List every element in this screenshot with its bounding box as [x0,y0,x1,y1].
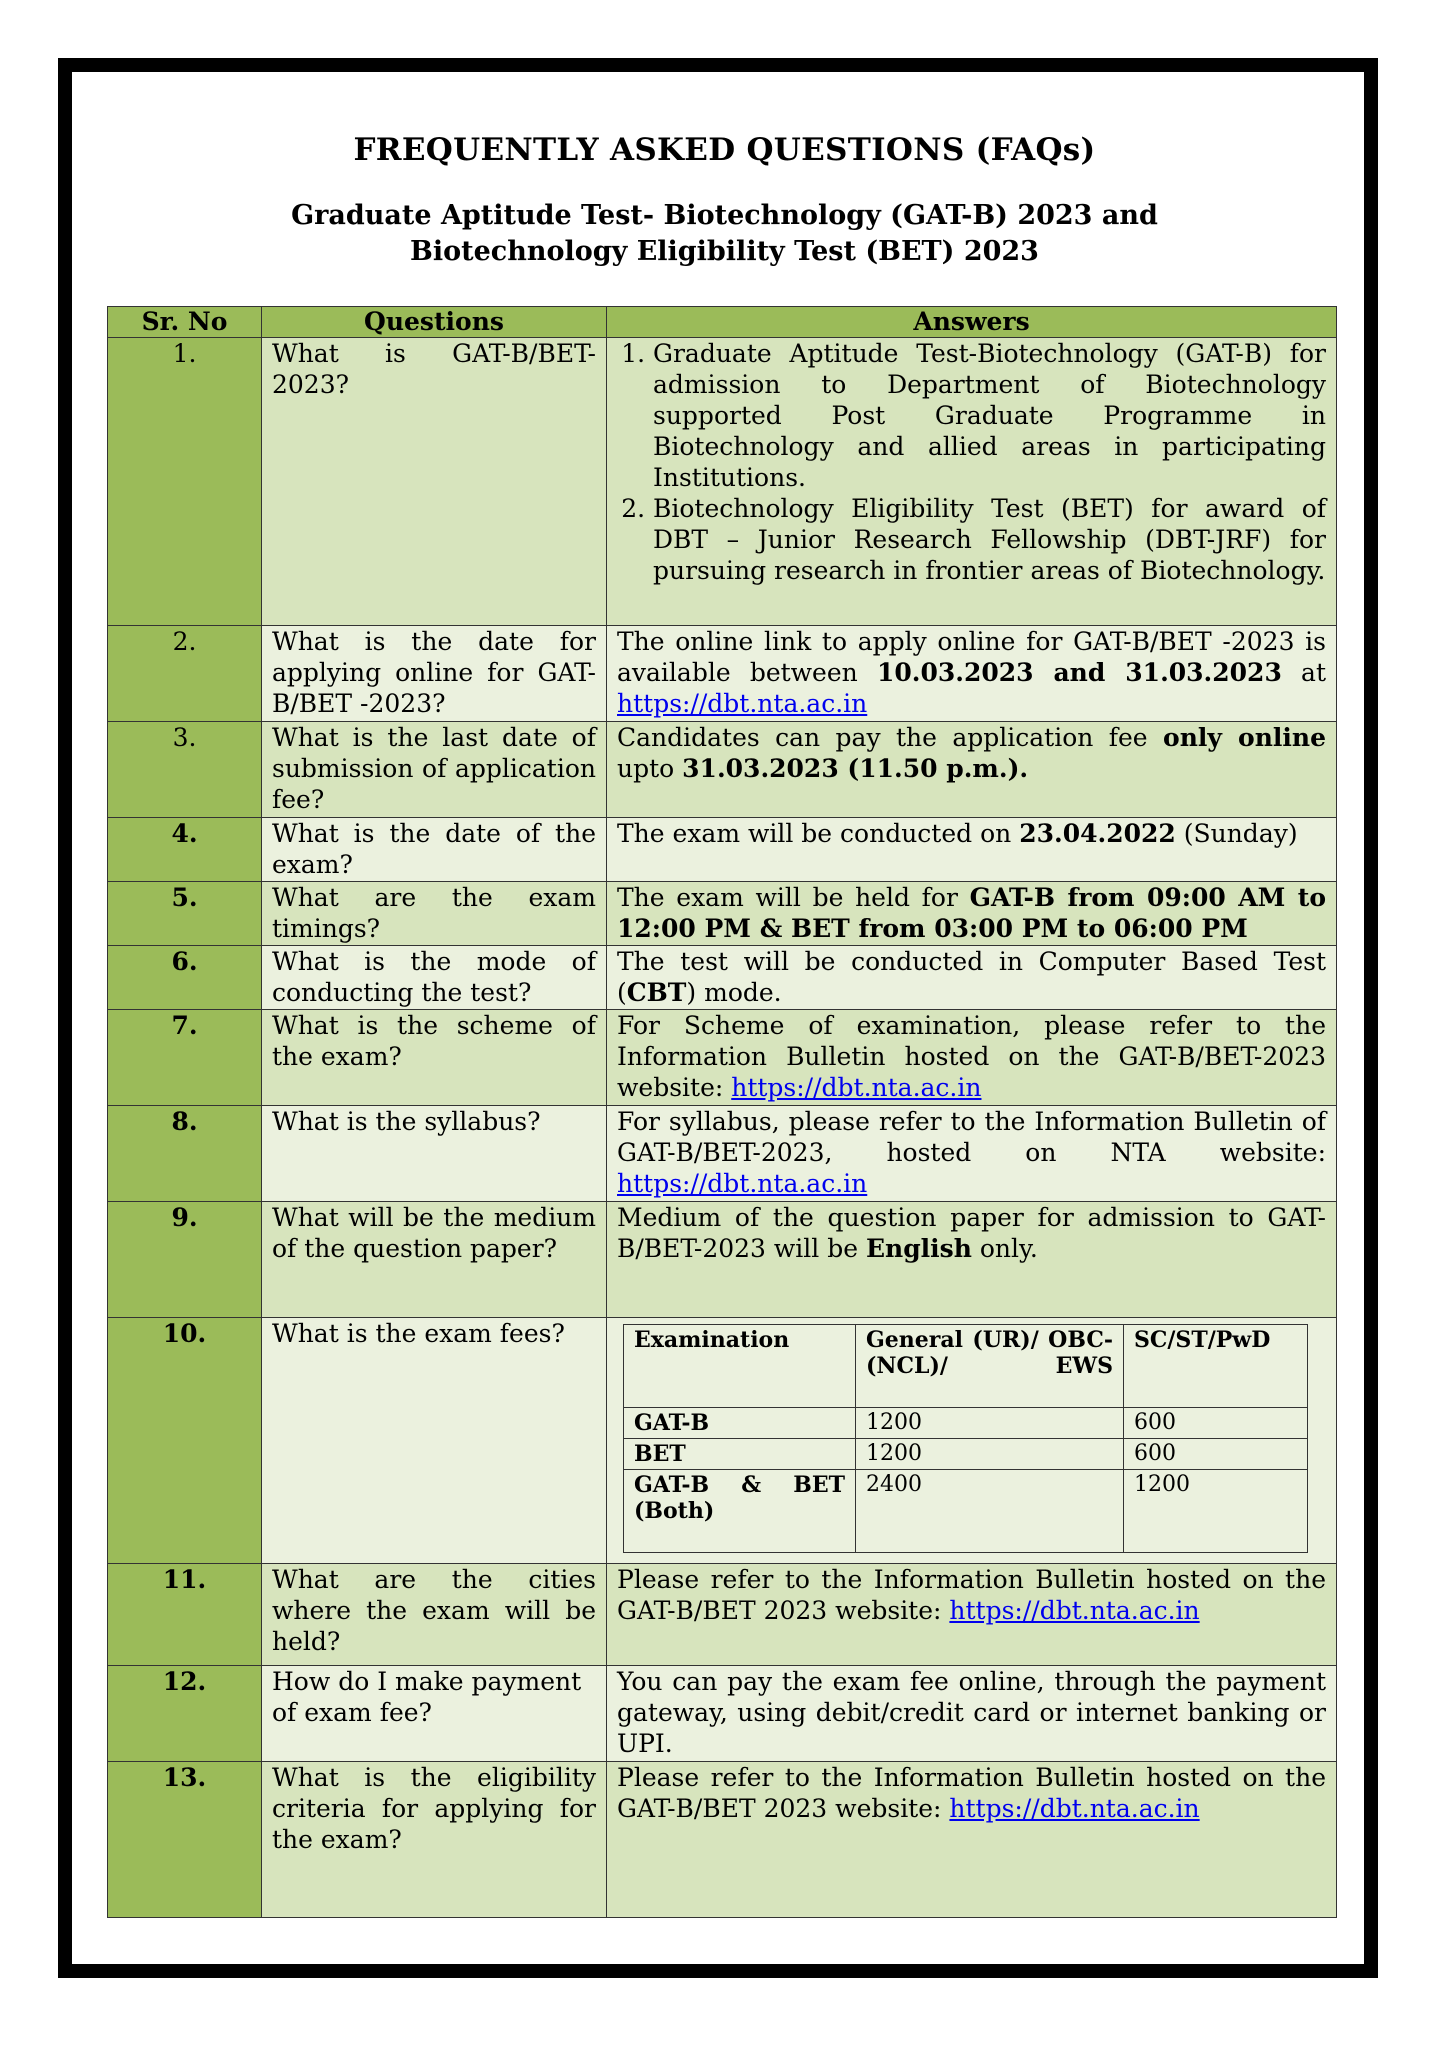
answer-bold-text: 31.03.2023 (11.50 p.m.). [682,754,1029,783]
question-text: How do I make payment of exam fee? [262,1666,607,1762]
answer-text: Medium of the question paper for admission to GAT-B/BET-2023 will be [617,1203,1326,1263]
nta-website-link[interactable]: https://dbt.nta.ac.in [949,1596,1200,1625]
answer-text: For syllabus, please refer to the Information Bulletin of GAT-B/BET-2023, hosted on NTA website: [617,1107,1326,1167]
answer-cell [607,626,1337,722]
answer-text: The exam will be conducted on [617,819,1020,848]
fees-header-general: General (UR)/ OBC-(NCL)/ EWS [856,1325,1124,1408]
subtitle-line-1: Graduate Aptitude Test- Biotechnology (GAT-B) 2023 and [291,200,1158,231]
page-subtitle [0,198,1449,270]
faq-row-11 [108,1564,1337,1666]
header-answers: Answers [607,307,1337,338]
answer-cell [607,946,1337,1010]
question-text: What is GAT-B/BET-2023? [262,338,607,626]
sr-number: 1. [108,338,262,626]
fees-general-amount: 1200 [856,1408,1124,1439]
answer-cell [607,1762,1337,1918]
question-text: What are the exam timings? [262,882,607,946]
faq-row-9 [108,1202,1337,1318]
faq-row-10 [108,1318,1337,1564]
answer-list-item: 1. Graduate Aptitude Test-Biotechnology (GAT-B) for admission to Department of Biotechnology supported Post Graduate Programme in Biotechnology and allied areas in participating Institutions. [653,338,1326,493]
question-text: What is the exam fees? [262,1318,607,1564]
answer-cell [607,818,1337,882]
sr-number: 7. [108,1010,262,1106]
faq-row-12 [108,1666,1337,1762]
fees-header-examination: Examination [624,1325,856,1408]
answer-bold-text: English [865,1234,972,1263]
question-text: What is the mode of conducting the test? [262,946,607,1010]
answer-text: For Scheme of examination, please refer to the Information Bulletin hosted on the GAT-B/BET-2023 website: [617,1011,1326,1102]
fees-reserved-amount: 600 [1124,1408,1308,1439]
answer-text: at [1281,658,1327,687]
faq-table [107,306,1337,1918]
answer-text: (Sunday) [1175,819,1298,848]
fees-row-bet [624,1439,1308,1470]
answer-cell [607,1564,1337,1666]
answer-cell [607,882,1337,946]
sr-number: 4. [108,818,262,882]
question-text: What is the scheme of the exam? [262,1010,607,1106]
question-text: What is the eligibility criteria for applying for the exam? [262,1762,607,1918]
answer-text: The exam will be held for [617,883,970,912]
sr-number: 2. [108,626,262,722]
question-text: What will be the medium of the question paper? [262,1202,607,1318]
fees-reserved-amount: 600 [1124,1439,1308,1470]
faq-row-8 [108,1106,1337,1202]
faq-row-2 [108,626,1337,722]
header-sr-no: Sr. No [108,307,262,338]
fees-general-amount: 1200 [856,1439,1124,1470]
header-questions: Questions [262,307,607,338]
sr-number: 13. [108,1762,262,1918]
fees-reserved-amount: 1200 [1124,1470,1308,1553]
sr-number: 3. [108,722,262,818]
answer-text: The online link to apply online for GAT-B/BET -2023 is available between [617,627,1326,687]
faq-row-13 [108,1762,1337,1918]
page-title: FREQUENTLY ASKED QUESTIONS (FAQs) [353,132,1096,168]
answer-cell [607,1106,1337,1202]
question-text: What is the last date of submission of application fee? [262,722,607,818]
answer-bold-text: CBT [626,978,687,1007]
answer-cell [607,1318,1337,1564]
sr-number: 6. [108,946,262,1010]
answer-text: upto [617,754,683,783]
answer-text: only. [971,1234,1038,1263]
faq-row-3 [108,722,1337,818]
answer-bold-text: 10.03.2023 and 31.03.2023 [876,658,1282,687]
answer-bold-text: GAT-B from 09:00 AM to 12:00 PM & BET from 03:00 PM to 06:00 PM [617,883,1326,943]
question-text: What is the syllabus? [262,1106,607,1202]
faq-row-6 [108,946,1337,1010]
answer-cell [607,1202,1337,1318]
nta-website-link[interactable]: https://dbt.nta.ac.in [617,689,868,718]
answer-text: ) mode. [686,978,782,1007]
answer-text: Please refer to the Information Bulletin hosted on the GAT-B/BET 2023 website: [617,1763,1326,1823]
exam-fees-table [623,1324,1308,1553]
answer-text: Please refer to the Information Bulletin hosted on the GAT-B/BET 2023 website: [617,1565,1326,1625]
sr-number: 9. [108,1202,262,1318]
question-text: What are the cities where the exam will be held? [262,1564,607,1666]
question-text: What is the date of the exam? [262,818,607,882]
sr-number: 5. [108,882,262,946]
answer-text: Candidates can pay the application fee [617,723,1164,752]
answer-cell [607,722,1337,818]
faq-row-5 [108,882,1337,946]
fees-header-row [624,1325,1308,1408]
answer-list [617,338,1326,586]
answer-list-item: 2. Biotechnology Eligibility Test (BET) for award of DBT – Junior Research Fellowship (DBT-JRF) for pursuing research in frontier areas of Biotechnology. [653,493,1326,586]
subtitle-line-2: Biotechnology Eligibility Test (BET) 2023 [410,236,1039,267]
question-text: What is the date for applying online for GAT-B/BET -2023? [262,626,607,722]
fees-general-amount: 2400 [856,1470,1124,1553]
faq-row-1 [108,338,1337,626]
fees-exam-name: GAT-B & BET (Both) [624,1470,856,1553]
answer-cell [607,1010,1337,1106]
fees-row-both [624,1470,1308,1553]
answer-bold-text: 23.04.2022 [1019,819,1176,848]
answer-cell [607,338,1337,626]
sr-number: 12. [108,1666,262,1762]
answer-bold-text: only online [1163,723,1326,752]
nta-website-link[interactable]: https://dbt.nta.ac.in [949,1794,1200,1823]
sr-number: 10. [108,1318,262,1564]
nta-website-link[interactable]: https://dbt.nta.ac.in [617,1169,868,1198]
fees-exam-name: GAT-B [624,1408,856,1439]
answer-text: The test will be conducted in Computer Based Test ( [617,947,1326,1007]
fees-row-gat-b [624,1408,1308,1439]
faq-header-row [108,307,1337,338]
faq-row-7 [108,1010,1337,1106]
faq-row-4 [108,818,1337,882]
sr-number: 11. [108,1564,262,1666]
fees-header-sc-st-pwd: SC/ST/PwD [1124,1325,1308,1408]
answer-cell: You can pay the exam fee online, through the payment gateway, using debit/credit card or internet banking or UPI. [607,1666,1337,1762]
sr-number: 8. [108,1106,262,1202]
fees-exam-name: BET [624,1439,856,1470]
nta-website-link[interactable]: https://dbt.nta.ac.in [731,1073,982,1102]
